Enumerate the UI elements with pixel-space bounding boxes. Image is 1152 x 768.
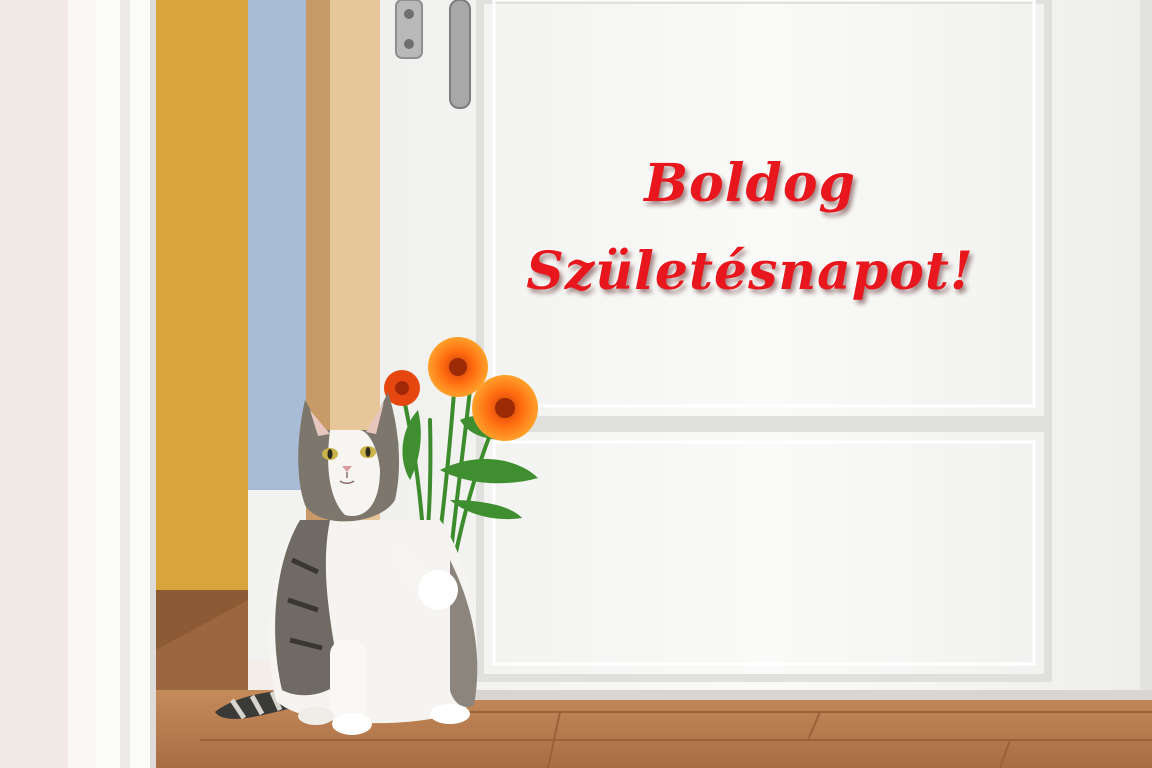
birthday-greeting [470, 140, 1030, 316]
greeting-line-2: Születésnapot! [526, 241, 974, 302]
greeting-line-1: Boldog [644, 153, 856, 214]
door-icon [380, 0, 1152, 700]
flower-2 [472, 375, 538, 441]
left-wall [0, 0, 98, 768]
left-door-frame [96, 0, 156, 768]
